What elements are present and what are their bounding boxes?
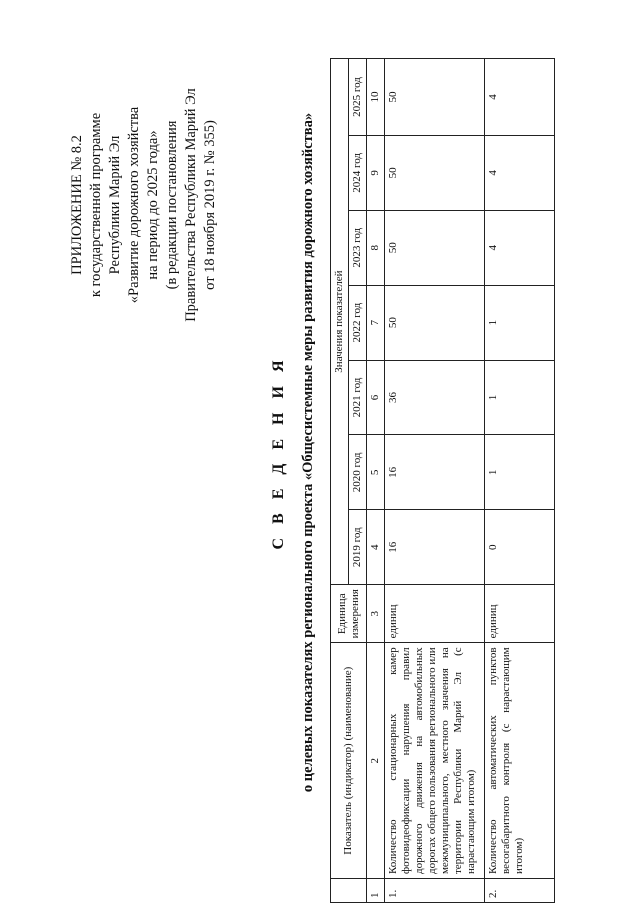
header-cell-year: 2021 год	[349, 360, 367, 435]
header-cell-indicator: Показатель (индикатор) (наименование)	[331, 643, 367, 879]
indicator-name: Количество стационарных камер фотовидеофиксации нарушения правил дорожного движения на автомобильных дорогах общего пользования регионального или межмуниципального, местного значения на территории Республики Марий Эл (с нарастающим итогом)	[385, 643, 485, 879]
table-header-row	[331, 59, 349, 903]
indicator-value: 16	[385, 510, 485, 585]
header-line: на период до 2025 года»	[145, 130, 161, 280]
column-number: 9	[367, 135, 385, 210]
indicator-value: 16	[385, 435, 485, 510]
header-cell-year: 2020 год	[349, 435, 367, 510]
column-number: 8	[367, 210, 385, 285]
header-line: к государственной программе	[88, 112, 104, 298]
indicator-value: 50	[385, 135, 485, 210]
table-row	[485, 59, 555, 903]
indicator-value: 0	[485, 510, 555, 585]
row-number: 1.	[385, 879, 485, 903]
header-cell-unit: Единица измерения	[331, 585, 367, 643]
indicator-unit: единиц	[485, 585, 555, 643]
table-column-numbers-row	[367, 59, 385, 903]
column-number: 10	[367, 59, 385, 136]
table-row	[385, 59, 485, 903]
header-cell-year: 2022 год	[349, 285, 367, 360]
indicator-value: 1	[485, 285, 555, 360]
column-number: 7	[367, 285, 385, 360]
indicator-value: 1	[485, 360, 555, 435]
header-line: ПРИЛОЖЕНИЕ № 8.2	[69, 135, 85, 275]
header-cell-year: 2023 год	[349, 210, 367, 285]
appendix-header	[68, 45, 220, 365]
header-cell-number	[331, 879, 367, 903]
row-number: 2.	[485, 879, 555, 903]
header-line: «Развитие дорожного хозяйства	[126, 106, 142, 304]
header-cell-year: 2019 год	[349, 510, 367, 585]
indicator-value: 50	[385, 210, 485, 285]
header-cell-values: Значения показателей	[331, 59, 349, 585]
indicator-value: 50	[385, 285, 485, 360]
indicator-value: 4	[485, 135, 555, 210]
header-line: Республики Марий Эл	[107, 135, 123, 275]
header-line: Правительства Республики Марий Эл	[183, 88, 199, 322]
column-number: 1	[367, 879, 385, 903]
document-title: С В Е Д Е Н И Я	[270, 355, 287, 550]
indicator-value: 4	[485, 59, 555, 136]
header-line: (в редакции постановления	[164, 120, 180, 290]
indicator-value: 1	[485, 435, 555, 510]
indicator-value: 4	[485, 210, 555, 285]
column-number: 6	[367, 360, 385, 435]
indicator-unit: единиц	[385, 585, 485, 643]
column-number: 5	[367, 435, 385, 510]
column-number: 3	[367, 585, 385, 643]
indicator-name: Количество автоматических пунктов весогабаритного контроля (с нарастающим итогом)	[485, 643, 555, 879]
column-number: 4	[367, 510, 385, 585]
indicator-value: 36	[385, 360, 485, 435]
document-subtitle: о целевых показателях регионального проекта «Общесистемные меры развития дорожного хозяйства»	[300, 112, 316, 793]
indicator-value: 50	[385, 59, 485, 136]
header-line: от 18 ноября 2019 г. № 355)	[202, 120, 218, 290]
header-cell-year: 2024 год	[349, 135, 367, 210]
indicators-table	[330, 58, 555, 903]
header-cell-year: 2025 год	[349, 59, 367, 136]
column-number: 2	[367, 643, 385, 879]
